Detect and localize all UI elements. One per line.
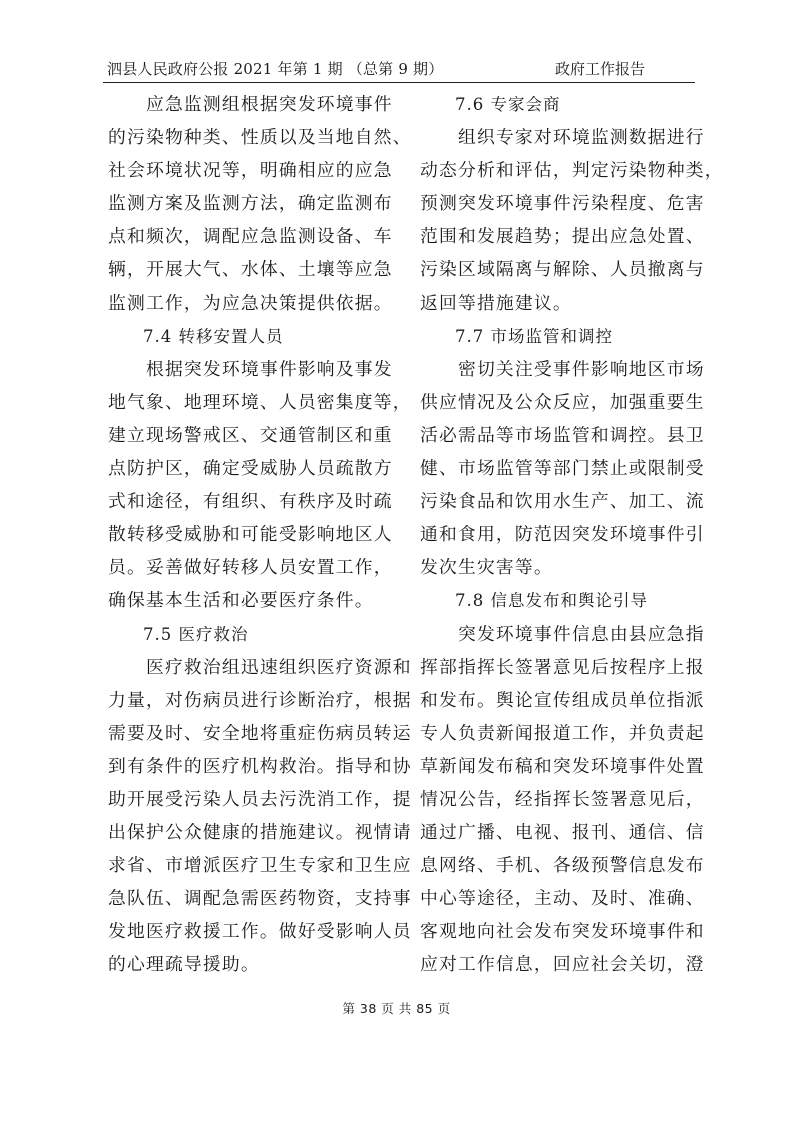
text-line: 范围和发展趋势；提出应急处置、 bbox=[420, 226, 705, 248]
section-heading: 7.4 转移安置人员 bbox=[108, 326, 284, 346]
text-line: 辆，开展大气、水体、土壤等应急 bbox=[108, 259, 393, 281]
text-line: 息网络、手机、各级预警信息发布 bbox=[420, 855, 705, 877]
text-line: 根据突发环境事件影响及事发 bbox=[108, 358, 393, 380]
text-line: 急队伍、调配急需医药物资，支持事 bbox=[108, 888, 412, 910]
text-line: 建立现场警戒区、交通管制区和重 bbox=[108, 424, 393, 446]
section-heading: 7.5 医疗救治 bbox=[108, 624, 249, 644]
text-line: 的污染物种类、性质以及当地自然、 bbox=[108, 127, 412, 149]
text-line: 力量，对伤病员进行诊断治疗，根据 bbox=[108, 689, 412, 711]
text-line: 通和食用，防范因突发环境事件引 bbox=[420, 524, 705, 546]
text-line: 预测突发环境事件污染程度、危害 bbox=[420, 193, 705, 215]
text-line: 供应情况及公众反应，加强重要生 bbox=[420, 391, 705, 413]
text-line: 助开展受污染人员去污洗消工作，提 bbox=[108, 788, 412, 810]
text-line: 活必需品等市场监管和调控。县卫 bbox=[420, 424, 705, 446]
text-line: 式和途径，有组织、有秩序及时疏 bbox=[108, 491, 393, 513]
text-line: 需要及时、安全地将重症伤病员转运 bbox=[108, 722, 412, 744]
text-line: 点和频次，调配应急监测设备、车 bbox=[108, 226, 393, 248]
text-line: 医疗救治组迅速组织医疗资源和 bbox=[108, 656, 412, 678]
text-line: 出保护公众健康的措施建议。视情请 bbox=[108, 822, 412, 844]
text-line: 发地医疗救援工作。做好受影响人员 bbox=[108, 921, 412, 943]
text-line: 地气象、地理环境、人员密集度等， bbox=[108, 391, 412, 413]
running-header bbox=[103, 58, 695, 80]
page-number: 第 38 页 共 85 页 bbox=[342, 1001, 451, 1016]
text-line: 的心理疏导援助。 bbox=[108, 954, 260, 976]
section-heading: 7.6 专家会商 bbox=[420, 95, 561, 114]
text-line: 确保基本生活和必要医疗条件。 bbox=[108, 590, 374, 612]
text-line: 污染食品和饮用水生产、加工、流 bbox=[420, 491, 705, 513]
text-line: 组织专家对环境监测数据进行 bbox=[420, 127, 705, 149]
text-line: 草新闻发布稿和突发环境事件处置 bbox=[420, 755, 705, 777]
left-column bbox=[108, 88, 412, 982]
text-line: 应急监测组根据突发环境事件 bbox=[108, 94, 393, 115]
text-line: 通过广播、电视、报刊、通信、信 bbox=[420, 822, 705, 844]
text-line: 散转移受威胁和可能受影响地区人 bbox=[108, 524, 393, 546]
text-line: 动态分析和评估，判定污染物种类， bbox=[420, 160, 724, 182]
text-line: 情况公告，经指挥长签署意见后， bbox=[420, 788, 705, 810]
publication-title: 泗县人民政府公报 2021 年第 1 期 （总第 9 期） bbox=[107, 60, 444, 78]
right-column bbox=[420, 88, 724, 982]
section-heading: 7.7 市场监管和调控 bbox=[420, 326, 613, 346]
text-line: 专人负责新闻报道工作，并负责起 bbox=[420, 722, 705, 744]
text-line: 挥部指挥长签署意见后按程序上报 bbox=[420, 656, 705, 678]
text-line: 健、市场监管等部门禁止或限制受 bbox=[420, 458, 705, 480]
text-line: 突发环境事件信息由县应急指 bbox=[420, 623, 705, 645]
text-line: 污染区域隔离与解除、人员撤离与 bbox=[420, 259, 705, 281]
text-line: 返回等措施建议。 bbox=[420, 292, 572, 314]
text-line: 社会环境状况等，明确相应的应急 bbox=[108, 160, 393, 182]
header-divider bbox=[103, 82, 695, 83]
text-line: 到有条件的医疗机构救治。指导和协 bbox=[108, 755, 412, 777]
text-line: 求省、市增派医疗卫生专家和卫生应 bbox=[108, 855, 412, 877]
section-heading: 7.8 信息发布和舆论引导 bbox=[420, 591, 648, 611]
text-line: 点防护区，确定受威胁人员疏散方 bbox=[108, 458, 393, 480]
text-line: 客观地向社会发布突发环境事件和 bbox=[420, 921, 705, 943]
text-line: 中心等途径，主动、及时、准确、 bbox=[420, 888, 705, 910]
text-line: 密切关注受事件影响地区市场 bbox=[420, 358, 705, 380]
text-line: 发次生灾害等。 bbox=[420, 557, 553, 579]
text-line: 应对工作信息，回应社会关切，澄 bbox=[420, 954, 705, 976]
text-line: 监测方案及监测方法，确定监测布 bbox=[108, 193, 393, 215]
text-line: 监测工作，为应急决策提供依据。 bbox=[108, 292, 393, 314]
section-title: 政府工作报告 bbox=[554, 60, 645, 78]
text-line: 和发布。舆论宣传组成员单位指派 bbox=[420, 689, 705, 711]
text-line: 员。妥善做好转移人员安置工作， bbox=[108, 557, 393, 579]
